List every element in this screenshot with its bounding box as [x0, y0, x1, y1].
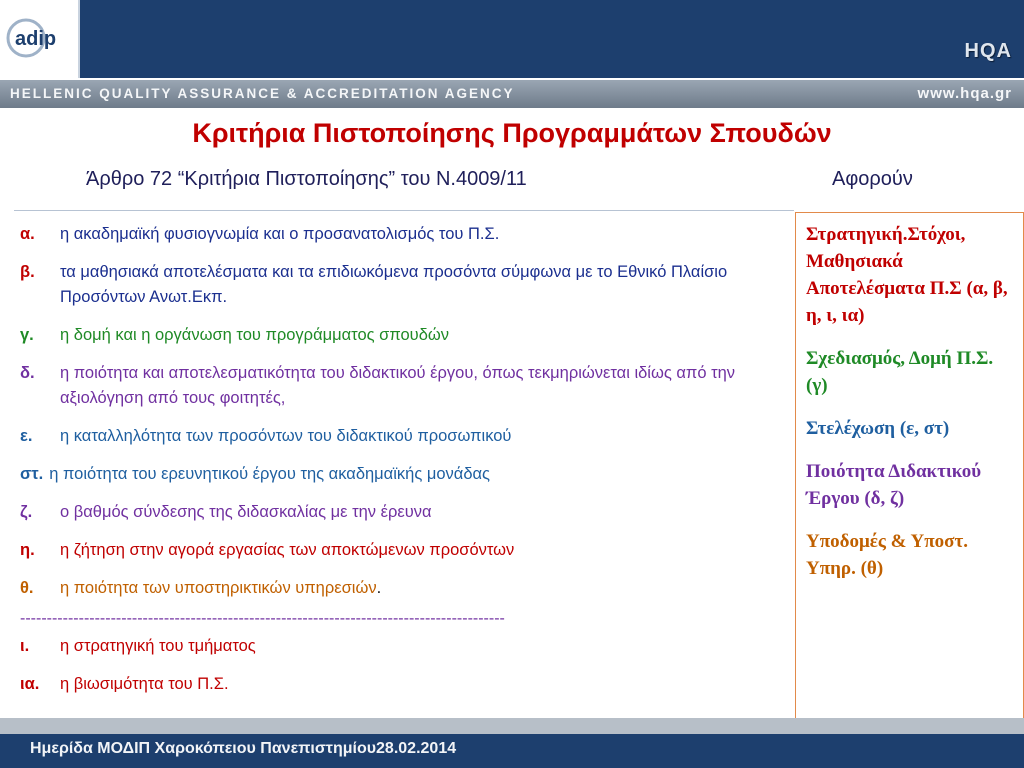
affects-header: Αφορούν: [832, 168, 913, 190]
criterion-th: [20, 576, 790, 601]
criteria-list: [20, 222, 790, 710]
criterion-letter: η.: [20, 541, 35, 559]
criterion-text: η ποιότητα και αποτελεσματικότητα του διδακτικού έργου, όπως τεκμηριώνεται ιδίως από την αξιολόγηση από τους φοιτητές,: [60, 364, 736, 407]
criterion-letter: ι.: [20, 637, 30, 655]
affects-item-infrastructure: Υποδομές & Υποστ. Υπηρ. (θ): [806, 531, 968, 579]
footer-text: Ημερίδα ΜΟΔΙΠ Χαροκόπειου Πανεπιστημίου28.02.2014: [30, 740, 457, 757]
agency-name: HELLENIC QUALITY ASSURANCE & ACCREDITATION AGENCY: [10, 86, 515, 101]
criterion-text: η καταλληλότητα των προσόντων του διδακτικού προσωπικού: [60, 427, 512, 445]
adip-logo: [0, 0, 80, 78]
criterion-i: [20, 634, 790, 659]
criterion-letter: β.: [20, 263, 35, 281]
agency-url: www.hqa.gr: [917, 85, 1012, 102]
criterion-text: η ποιότητα του ερευνητικού έργου της ακαδημαϊκής μονάδας: [49, 465, 490, 483]
footer-bar: [0, 734, 1024, 768]
criterion-ia: [20, 672, 790, 697]
criterion-text: η ποιότητα των υποστηρικτικών υπηρεσιών: [60, 579, 377, 597]
criterion-text: ο βαθμός σύνδεσης της διδασκαλίας με την έρευνα: [60, 503, 432, 521]
criterion-trail: .: [376, 579, 382, 597]
criterion-st: [20, 462, 790, 487]
criterion-letter: δ.: [20, 364, 35, 382]
criterion-letter: ζ.: [20, 503, 33, 521]
header-bar: [0, 0, 1024, 78]
slide-subtitle: Άρθρο 72 “Κριτήρια Πιστοποίησης” του Ν.4009/11: [86, 168, 527, 190]
criterion-text: η ακαδημαϊκή φυσιογνωμία και ο προσανατολισμός του Π.Σ.: [60, 225, 500, 243]
affects-item-strategy: Στρατηγική.Στόχοι, Μαθησιακά Αποτελέσματα Π.Σ (α, β, η, ι, ια): [806, 224, 1008, 326]
affects-item-design: Σχεδιασμός, Δομή Π.Σ. (γ): [806, 348, 994, 396]
criterion-c: [20, 323, 790, 348]
header-rule: [14, 210, 794, 211]
affects-item-staffing: Στελέχωση (ε, στ): [806, 418, 950, 439]
slide-title: Κριτήρια Πιστοποίησης Προγραμμάτων Σπουδών: [192, 118, 832, 148]
criterion-text: η δομή και η οργάνωση του προγράμματος σπουδών: [60, 326, 450, 344]
criterion-a: [20, 222, 790, 247]
agency-bar: [0, 80, 1024, 108]
criterion-e: [20, 424, 790, 449]
svg-text:adip: adip: [15, 28, 57, 50]
criterion-letter: α.: [20, 225, 35, 243]
dashed-divider: -------------------------------------------------------------------------------------------: [20, 610, 505, 627]
affects-box: [795, 212, 1024, 731]
criterion-letter: γ.: [20, 326, 34, 344]
criterion-letter: στ.: [20, 465, 44, 483]
criterion-text: η βιωσιμότητα του Π.Σ.: [60, 675, 229, 693]
criterion-text: η ζήτηση στην αγορά εργασίας των αποκτώμενων προσόντων: [60, 541, 515, 559]
hqa-tag: HQA: [964, 40, 1012, 62]
criterion-d: [20, 361, 790, 411]
criterion-letter: ε.: [20, 427, 33, 445]
criterion-letter: ια.: [20, 675, 40, 693]
adip-logo-icon: [6, 17, 72, 59]
criterion-text: η στρατηγική του τμήματος: [60, 637, 256, 655]
criterion-b: [20, 260, 790, 310]
criterion-h: [20, 538, 790, 563]
criterion-text: τα μαθησιακά αποτελέσματα και τα επιδιωκόμενα προσόντα σύμφωνα με το Εθνικό Πλαίσιο Προσόντων Ανωτ.Εκπ.: [60, 263, 728, 306]
affects-item-teaching-quality: Ποιότητα Διδακτικού Έργου (δ, ζ): [806, 461, 982, 509]
criterion-letter: θ.: [20, 579, 34, 597]
criterion-z: [20, 500, 790, 525]
footer-strip: [0, 718, 1024, 734]
